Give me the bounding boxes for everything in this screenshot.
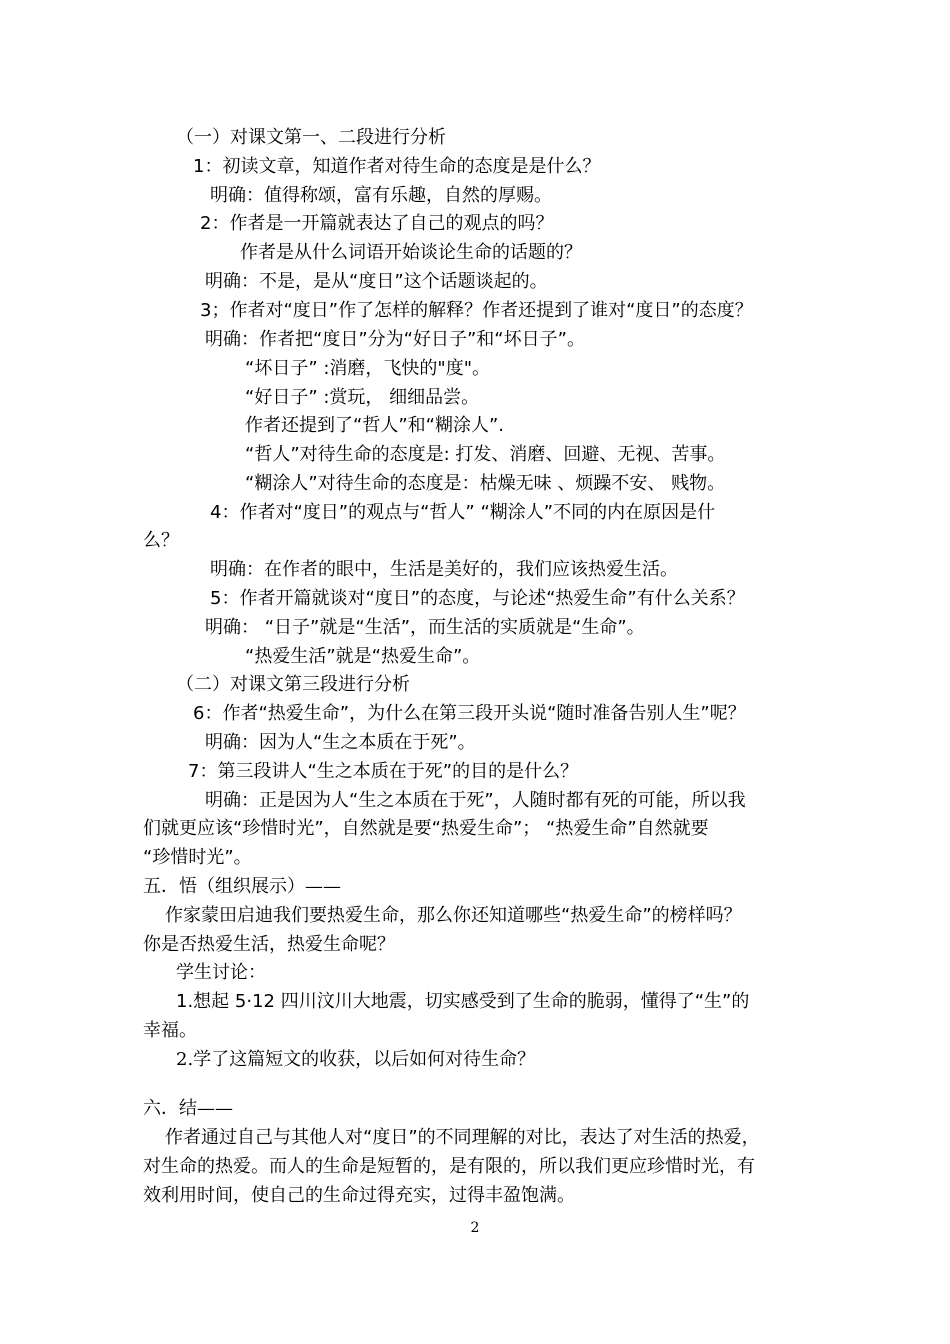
answer-7-continued: 们就更应该“珍惜时光”，自然就是要“热爱生命”； “热爱生命”自然就要 (143, 818, 709, 839)
question-1: 1：初读文章，知道作者对待生命的态度是是什么？ (193, 156, 601, 177)
discussion-item-1: 1.想起 5·12 四川汶川大地震，切实感受到了生命的脆弱，懂得了“生”的 (176, 991, 750, 1012)
section-five-paragraph: 作家蒙田启迪我们要热爱生命，那么你还知道哪些“热爱生命”的榜样吗？ (165, 905, 742, 926)
section-heading-six: 六．结—— (143, 1098, 233, 1119)
question-6: 6：作者“热爱生命”，为什么在第三段开头说“随时准备告别人生”呢？ (193, 703, 746, 724)
question-5: 5：作者开篇就谈对“度日”的态度，与论述“热爱生命”有什么关系？ (210, 588, 745, 609)
question-4-continued: 么？ (143, 530, 179, 551)
conclusion-paragraph: 作者通过自己与其他人对“度日”的不同理解的对比，表达了对生活的热爱， (165, 1127, 760, 1148)
question-3: 3；作者对“度日”作了怎样的解释？作者还提到了谁对“度日”的态度？ (200, 300, 753, 321)
answer-3-good-days: “好日子” :赏玩， 细细品尝。 (245, 387, 480, 408)
answer-1: 明确：值得称颂，富有乐趣，自然的厚赐。 (210, 185, 552, 206)
answer-6: 明确：因为人“生之本质在于死”。 (205, 732, 476, 753)
section-heading-one: （一）对课文第一、二段进行分析 (176, 127, 446, 148)
answer-3-philosopher: “哲人”对待生命的态度是: 打发、消磨、回避、无视、苦事。 (245, 444, 726, 465)
discussion-item-2: 2.学了这篇短文的收获，以后如何对待生命？ (176, 1049, 536, 1070)
answer-4: 明确：在作者的眼中，生活是美好的，我们应该热爱生活。 (210, 559, 678, 580)
question-2-continued: 作者是从什么词语开始谈论生命的话题的？ (240, 242, 582, 263)
answer-7: 明确：正是因为人“生之本质在于死”，人随时都有死的可能，所以我 (205, 790, 746, 811)
answer-3-bad-days: “坏日子” :消磨，飞快的"度"。 (245, 358, 490, 379)
section-heading-two: （二）对课文第三段进行分析 (176, 674, 410, 695)
answer-3-people: 作者还提到了“哲人”和“糊涂人”. (245, 415, 505, 436)
answer-3-fool: “糊涂人”对待生命的态度是：枯燥无味 、烦躁不安、 贱物。 (245, 473, 726, 494)
conclusion-paragraph-line-2: 对生命的热爱。而人的生命是短暂的，是有限的，所以我们更应珍惜时光，有 (143, 1156, 755, 1177)
conclusion-paragraph-line-3: 效利用时间，使自己的生命过得充实，过得丰盈饱满。 (143, 1185, 575, 1206)
section-five-paragraph-continued: 你是否热爱生活，热爱生命呢？ (143, 934, 395, 955)
answer-3: 明确：作者把“度日”分为“好日子”和“坏日子”。 (205, 329, 585, 350)
answer-5-continued: “热爱生活”就是“热爱生命”。 (245, 646, 481, 667)
question-2: 2：作者是一开篇就表达了自己的观点的吗？ (200, 213, 554, 234)
section-heading-five: 五．悟（组织展示）—— (143, 876, 341, 897)
discussion-item-1-continued: 幸福。 (143, 1020, 197, 1041)
answer-2: 明确：不是，是从“度日”这个话题谈起的。 (205, 271, 548, 292)
question-4: 4：作者对“度日”的观点与“哲人” “糊涂人”不同的内在原因是什 (210, 502, 716, 523)
answer-7-end: “珍惜时光”。 (143, 847, 252, 868)
question-7: 7：第三段讲人“生之本质在于死”的目的是什么？ (188, 761, 579, 782)
student-discussion-label: 学生讨论： (176, 962, 266, 983)
answer-5: 明确： “日子”就是“生活”，而生活的实质就是“生命”。 (205, 617, 645, 638)
page-number: 2 (470, 1220, 480, 1236)
